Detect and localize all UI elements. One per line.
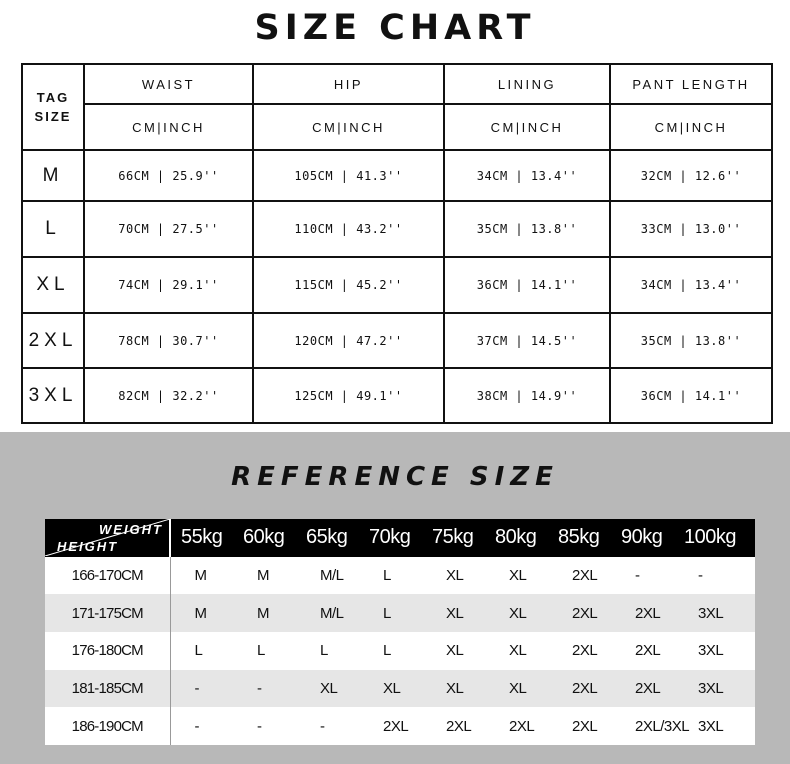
size-cell: XL [485, 594, 548, 632]
waist-cell: 82CM | 32.2'' [84, 368, 253, 423]
height-cell: 166-170CM [45, 557, 170, 595]
height-label: HEIGHT [57, 538, 119, 554]
size-cell: 2XL [611, 632, 674, 670]
height-cell: 186-190CM [45, 707, 170, 745]
size-cell: M [233, 557, 296, 595]
size-cell: XL [485, 632, 548, 670]
size-cell: - [611, 557, 674, 595]
weight-header-cell: 90kg [611, 519, 674, 557]
size-cell: 2XL [22, 313, 84, 368]
hip-cell: 120CM | 47.2'' [253, 313, 444, 368]
size-cell: L [22, 201, 84, 257]
weight-header-cell: 100kg [674, 519, 755, 557]
pant-length-cell: 32CM | 12.6'' [610, 150, 772, 201]
size-cell: 3XL [674, 707, 755, 745]
weight-header-cell: 60kg [233, 519, 296, 557]
size-cell: L [170, 632, 233, 670]
hip-cell: 115CM | 45.2'' [253, 257, 444, 313]
size-cell: 2XL [548, 594, 611, 632]
lining-cell: 36CM | 14.1'' [444, 257, 610, 313]
size-cell: 2XL [548, 632, 611, 670]
size-cell: M/L [296, 557, 359, 595]
size-cell: L [359, 632, 422, 670]
size-cell: L [296, 632, 359, 670]
weight-header-row [45, 519, 755, 557]
table-row [22, 368, 772, 423]
table-row [22, 201, 772, 257]
reference-size-table [45, 519, 755, 745]
lining-cell: 37CM | 14.5'' [444, 313, 610, 368]
lining-cell: 35CM | 13.8'' [444, 201, 610, 257]
size-cell: - [296, 707, 359, 745]
size-cell: 2XL [359, 707, 422, 745]
hip-cell: 110CM | 43.2'' [253, 201, 444, 257]
size-label: SIZE [34, 109, 72, 124]
weight-header-cell: 80kg [485, 519, 548, 557]
waist-cell: 74CM | 29.1'' [84, 257, 253, 313]
weight-header-cell: 55kg [170, 519, 233, 557]
column-header-waist: WAIST [84, 64, 253, 104]
unit-label-waist: CM|INCH [84, 104, 253, 150]
tag-size-header [22, 64, 84, 150]
size-cell: XL [422, 557, 485, 595]
column-header-hip: HIP [253, 64, 444, 104]
table-row [22, 150, 772, 201]
size-cell: 2XL [422, 707, 485, 745]
size-cell: 3XL [22, 368, 84, 423]
table-row [45, 670, 755, 708]
height-cell: 176-180CM [45, 632, 170, 670]
size-cell: 2XL [548, 670, 611, 708]
hip-cell: 125CM | 49.1'' [253, 368, 444, 423]
size-cell: XL [422, 670, 485, 708]
size-cell: XL [485, 557, 548, 595]
hip-cell: 105CM | 41.3'' [253, 150, 444, 201]
size-cell: M [22, 150, 84, 201]
size-cell: M [233, 594, 296, 632]
weight-label: WEIGHT [99, 522, 163, 537]
size-cell: M [170, 557, 233, 595]
size-cell: 2XL [548, 707, 611, 745]
unit-label-hip: CM|INCH [253, 104, 444, 150]
weight-header-cell: 65kg [296, 519, 359, 557]
size-cell: 2XL [485, 707, 548, 745]
table-row [22, 313, 772, 368]
table-row [45, 707, 755, 745]
size-cell: M/L [296, 594, 359, 632]
size-cell: L [359, 557, 422, 595]
size-cell: 3XL [674, 670, 755, 708]
waist-cell: 70CM | 27.5'' [84, 201, 253, 257]
size-cell: XL [359, 670, 422, 708]
unit-label-lining: CM|INCH [444, 104, 610, 150]
waist-cell: 66CM | 25.9'' [84, 150, 253, 201]
weight-header-cell: 85kg [548, 519, 611, 557]
size-cell: M [170, 594, 233, 632]
pant-length-cell: 34CM | 13.4'' [610, 257, 772, 313]
size-cell: L [359, 594, 422, 632]
table-row [45, 632, 755, 670]
unit-label-pant-length: CM|INCH [610, 104, 772, 150]
size-cell: 3XL [674, 594, 755, 632]
lining-cell: 34CM | 13.4'' [444, 150, 610, 201]
size-cell: - [170, 707, 233, 745]
size-cell: XL [485, 670, 548, 708]
pant-length-cell: 35CM | 13.8'' [610, 313, 772, 368]
size-cell: XL [422, 632, 485, 670]
height-cell: 181-185CM [45, 670, 170, 708]
size-chart-table [21, 63, 773, 424]
weight-height-corner [45, 519, 170, 557]
size-cell: 2XL [611, 594, 674, 632]
column-header-pant-length: PANT LENGTH [610, 64, 772, 104]
size-cell: - [233, 707, 296, 745]
size-cell: 2XL/3XL [611, 707, 674, 745]
table-row [45, 557, 755, 595]
reference-size-title: REFERENCE SIZE [231, 462, 559, 492]
size-cell: - [674, 557, 755, 595]
size-cell: 2XL [548, 557, 611, 595]
size-cell: XL [22, 257, 84, 313]
lining-cell: 38CM | 14.9'' [444, 368, 610, 423]
size-cell: - [233, 670, 296, 708]
size-cell: - [170, 670, 233, 708]
size-cell: XL [296, 670, 359, 708]
size-cell: 2XL [611, 670, 674, 708]
pant-length-cell: 36CM | 14.1'' [610, 368, 772, 423]
waist-cell: 78CM | 30.7'' [84, 313, 253, 368]
weight-header-cell: 70kg [359, 519, 422, 557]
size-cell: 3XL [674, 632, 755, 670]
weight-header-cell: 75kg [422, 519, 485, 557]
table-row [45, 594, 755, 632]
height-cell: 171-175CM [45, 594, 170, 632]
size-cell: L [233, 632, 296, 670]
size-chart-title: SIZE CHART [254, 8, 536, 48]
column-header-lining: LINING [444, 64, 610, 104]
pant-length-cell: 33CM | 13.0'' [610, 201, 772, 257]
size-cell: XL [422, 594, 485, 632]
tag-label: TAG [36, 90, 70, 105]
table-row [22, 257, 772, 313]
